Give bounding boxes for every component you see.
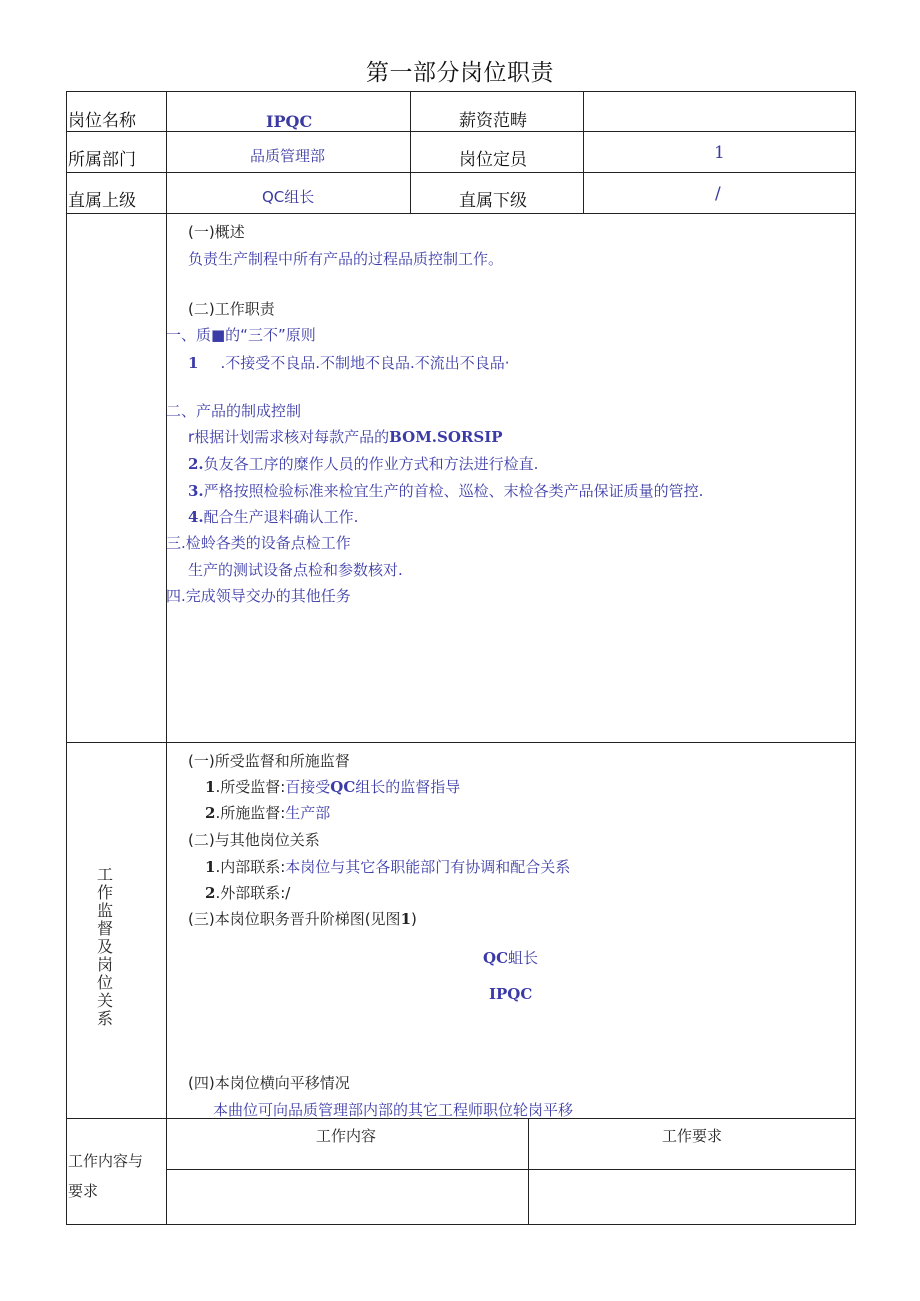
duty-2-3: 3.严格按照检验标准来检宜生产的首检、巡检、末检各类产品保证质量的管控. xyxy=(188,482,704,500)
label-position-name: 岗位名称 xyxy=(68,111,136,131)
requirements-side-label-2: 要求 xyxy=(68,1182,99,1200)
internal-contact: 1.内部联系:本岗位与其它各职能部门有协调和配合关系 xyxy=(205,858,571,876)
supervision-received: 1.所受监督:百接受QC组长的监督指导 xyxy=(205,778,461,796)
label-direct-superior: 直属上级 xyxy=(68,191,136,211)
ladder-level-ipqc: IPQC xyxy=(489,985,533,1003)
page-title: 第一部分岗位职责 xyxy=(366,60,554,86)
promotion-ladder-heading: (三)本岗位职务晋升阶梯图(见图1) xyxy=(188,910,417,928)
label-salary-range: 薪资范畴 xyxy=(459,111,527,131)
label-direct-subordinate: 直属下级 xyxy=(459,191,527,211)
value-headcount: 1 xyxy=(714,143,725,163)
relations-heading: (二)与其他岗位关系 xyxy=(188,831,320,849)
lateral-move-text: 本曲位可向品质管理部内部的其它工程师职位轮岗平移 xyxy=(213,1101,574,1119)
duty-2-2: 2.负友各工序的糜作人员的作业方式和方法进行检直. xyxy=(188,455,539,473)
label-department: 所属部门 xyxy=(68,150,136,170)
duties-heading: (二)工作职责 xyxy=(188,300,275,318)
duty-1-1: 1 .不接受不良品.不制地不良品.不流出不良品· xyxy=(188,354,510,372)
duty-4-heading: 四.完成领导交办的其他任务 xyxy=(166,587,351,605)
value-position-name: IPQC xyxy=(266,112,313,131)
external-contact: 2.外部联系:/ xyxy=(205,884,291,902)
supervision-given: 2.所施监督:生产部 xyxy=(205,804,331,822)
duty-2-1: r根据计划需求核对每款产品的BOM.SORSIP xyxy=(188,428,503,446)
col-work-content: 工作内容 xyxy=(316,1127,377,1145)
duty-3-heading: 三.检蛉各类的设备点检工作 xyxy=(166,534,351,552)
duty-3-text: 生产的测试设备点检和参数核对. xyxy=(188,561,403,579)
overview-text: 负责生产制程中所有产品的过程品质控制工作。 xyxy=(188,250,504,268)
duty-2-heading: 二、产品的制成控制 xyxy=(166,402,302,420)
overview-heading: (一)概述 xyxy=(188,223,245,241)
value-direct-subordinate: / xyxy=(715,184,721,204)
value-department: 品质管理部 xyxy=(250,147,326,165)
lateral-move-heading: (四)本岗位横向平移情况 xyxy=(188,1074,350,1092)
duty-2-4: 4.配合生产退料确认工作. xyxy=(188,508,359,526)
relations-side-label: 工作监督及岗位关系 xyxy=(96,865,113,1028)
label-headcount: 岗位定员 xyxy=(459,150,527,170)
requirements-side-label-1: 工作内容与 xyxy=(68,1152,144,1170)
supervision-heading: (一)所受监督和所施监督 xyxy=(188,752,350,770)
ladder-level-qc-leader: QC蛆长 xyxy=(483,949,539,967)
col-work-requirements: 工作要求 xyxy=(662,1127,723,1145)
duty-1-heading: 一、质■的“三不”原则 xyxy=(166,326,316,344)
value-direct-superior: QC组长 xyxy=(262,188,315,206)
